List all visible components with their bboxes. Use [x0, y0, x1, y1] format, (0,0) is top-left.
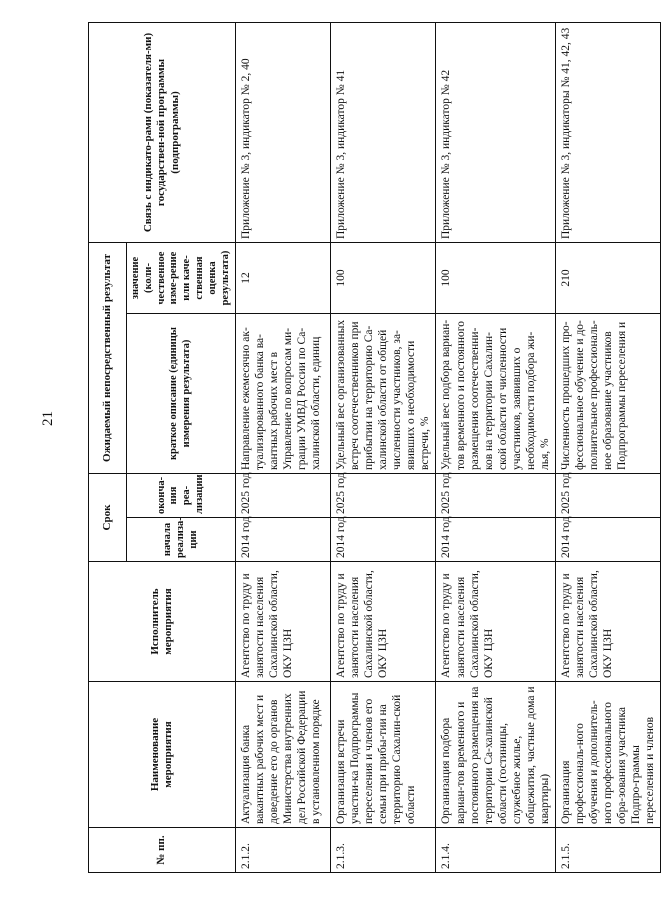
row-end: 2025 год [555, 474, 660, 518]
table-row [436, 23, 555, 873]
table-row [331, 23, 436, 873]
header-executor: Исполнитель мероприятия [89, 562, 236, 682]
header-term: Срок [89, 474, 127, 562]
row-end: 2025 год [331, 474, 436, 518]
header-row-1 [89, 23, 127, 873]
row-end: 2025 год [436, 474, 555, 518]
row-name: Организация подбора вариан-тов временного и постоянного размещения на территории Са-халинской области (гостиницы, служебное жилье, общежития, частные дома и квартиры) [436, 682, 555, 828]
row-desc: Удельный вес подбора вариан-тов временного и постоянного размещения соотечественни-ков на территории Сахалин-ской области от численности участников, заявивших о необходимости подбора жи-лья, % [436, 314, 555, 474]
header-term-start: начала реализа-ции [127, 518, 236, 562]
row-name: Актуализация банка вакантных рабочих мест и доведение его до органов Министерства внутренних дел Российской Федерации в установленном порядке [236, 682, 331, 828]
row-value: 100 [436, 243, 555, 314]
row-name: Организация профессиональ-ного обучения и дополнитель-ного профессионального обра-зования участника Подпро-граммы переселения и членов [555, 682, 660, 828]
row-end: 2025 год [236, 474, 331, 518]
page-number: 21 [40, 411, 56, 426]
row-desc: Численность прошедших про-фессиональное обучение и до-полнительное профессиональ-ное образование участников Подпрограммы переселения и [555, 314, 660, 474]
row-start: 2014 год [555, 518, 660, 562]
row-value: 100 [331, 243, 436, 314]
row-start: 2014 год [436, 518, 555, 562]
row-num: 2.1.4. [436, 828, 555, 873]
row-executor: Агентство по труду и занятости населения Сахалинской области, ОКУ ЦЗН [555, 562, 660, 682]
row-desc: Удельный вес организованных встреч соотечественников при прибытии на территорию Са-халинской области от общей численности участников, за-явивших о необходимости встречи, % [331, 314, 436, 474]
header-term-end: оконча-ния реа-лизации [127, 474, 236, 518]
row-start: 2014 год [331, 518, 436, 562]
row-num: 2.1.3. [331, 828, 436, 873]
row-executor: Агентство по труду и занятости населения Сахалинской области, ОКУ ЦЗН [436, 562, 555, 682]
row-num: 2.1.2. [236, 828, 331, 873]
header-result: Ожидаемый непосредственный результат [89, 243, 127, 474]
header-result-desc: краткое описание (единицы измерения результата) [127, 314, 236, 474]
row-start: 2014 год [236, 518, 331, 562]
header-link: Связь с индикато-рами (показателя-ми) государствен-ной программы (подпрограммы) [89, 23, 236, 243]
measures-table [88, 22, 661, 873]
header-result-value: значение (коли-чественное изме-рение или каче-ственная оценка результата) [127, 243, 236, 314]
row-executor: Агентство по труду и занятости населения Сахалинской области, ОКУ ЦЗН [331, 562, 436, 682]
row-link: Приложение № 3, индикатор № 41 [331, 23, 436, 243]
table-row [555, 23, 660, 873]
row-value: 210 [555, 243, 660, 314]
table-row [236, 23, 331, 873]
row-executor: Агентство по труду и занятости населения Сахалинской области, ОКУ ЦЗН [236, 562, 331, 682]
row-link: Приложение № 3, индикаторы № 41, 42, 43 [555, 23, 660, 243]
row-value: 12 [236, 243, 331, 314]
row-desc: Направление ежемесячно ак-туализированного банка ва-кантных рабочих мест в Управление по вопросам ми-грации УМВД России по Са-халинской области, единиц [236, 314, 331, 474]
header-num: № пп. [89, 828, 236, 873]
row-name: Организация встречи участни-ка Подпрограммы переселения и членов его семьи при прибы-тии на территорию Сахалин-ской области [331, 682, 436, 828]
row-link: Приложение № 3, индикатор № 2, 40 [236, 23, 331, 243]
measures-table-rotated [88, 23, 656, 873]
row-link: Приложение № 3, индикатор № 42 [436, 23, 555, 243]
row-num: 2.1.5. [555, 828, 660, 873]
header-name: Наименование мероприятия [89, 682, 236, 828]
